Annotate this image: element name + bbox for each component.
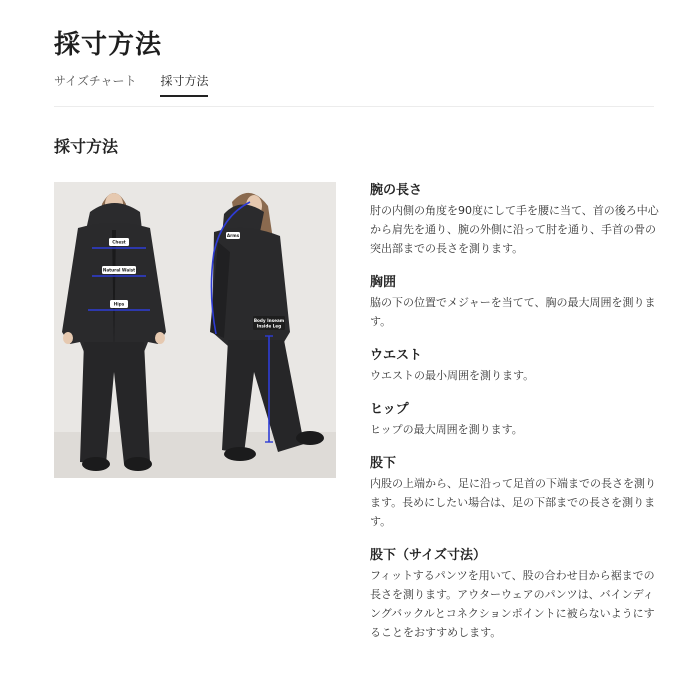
page-title: 採寸方法 bbox=[54, 30, 163, 60]
tab-size-chart[interactable]: サイズチャート bbox=[54, 74, 137, 88]
item-body: 内股の上端から、足に沿って足首の下端までの長さを測ります。長めにしたい場合は、足の下部までの長さを測ります。 bbox=[370, 477, 656, 528]
divider bbox=[54, 106, 654, 107]
section-title: 採寸方法 bbox=[54, 137, 119, 156]
item-title: 股下（サイズ寸法） bbox=[370, 548, 486, 563]
list-item-hip bbox=[370, 401, 660, 439]
arms-label: Arms bbox=[226, 233, 240, 238]
item-body: 脇の下の位置でメジャーを当てて、胸の最大周囲を測ります。 bbox=[370, 296, 656, 328]
list-item-inseam-size bbox=[370, 547, 660, 642]
item-body: ウエストの最小周囲を測ります。 bbox=[370, 369, 535, 382]
list-item-arm-length bbox=[370, 182, 660, 258]
item-title: ウエスト bbox=[370, 348, 423, 363]
hips-label: Hips bbox=[113, 301, 125, 307]
item-body: フィットするパンツを用いて、股の合わせ目から裾までの長さを測ります。アウターウェアのパンツは、バインディングバックルとコネクションポイントに被らないようにすることをおすすめします。 bbox=[370, 569, 655, 639]
tab-measurement-method[interactable]: 採寸方法 bbox=[160, 72, 208, 97]
list-item-waist bbox=[370, 347, 660, 385]
inseam-label-2: Inside Leg bbox=[256, 323, 282, 329]
list-item-inseam bbox=[370, 455, 660, 531]
measurement-illustration bbox=[54, 182, 336, 478]
inseam-label-1: Body Inseam bbox=[253, 318, 285, 323]
natural-waist-label: Natural Waist bbox=[102, 267, 136, 273]
item-title: 胸囲 bbox=[370, 275, 397, 290]
item-body: ヒップの最大周囲を測ります。 bbox=[370, 423, 523, 436]
tab-bar bbox=[54, 72, 208, 97]
chest-label: Chest bbox=[112, 239, 126, 245]
list-item-chest bbox=[370, 274, 660, 331]
measurement-list bbox=[370, 182, 660, 642]
item-title: ヒップ bbox=[370, 402, 409, 417]
item-title: 腕の長さ bbox=[370, 183, 423, 198]
item-title: 股下 bbox=[370, 456, 397, 471]
item-body: 肘の内側の角度を90度にして手を腰に当て、首の後ろ中心から肩先を通り、腕の外側に沿って肘を通り、手首の骨の突出部までの長さを測ります。 bbox=[370, 204, 659, 255]
measurement-figure bbox=[54, 182, 336, 478]
